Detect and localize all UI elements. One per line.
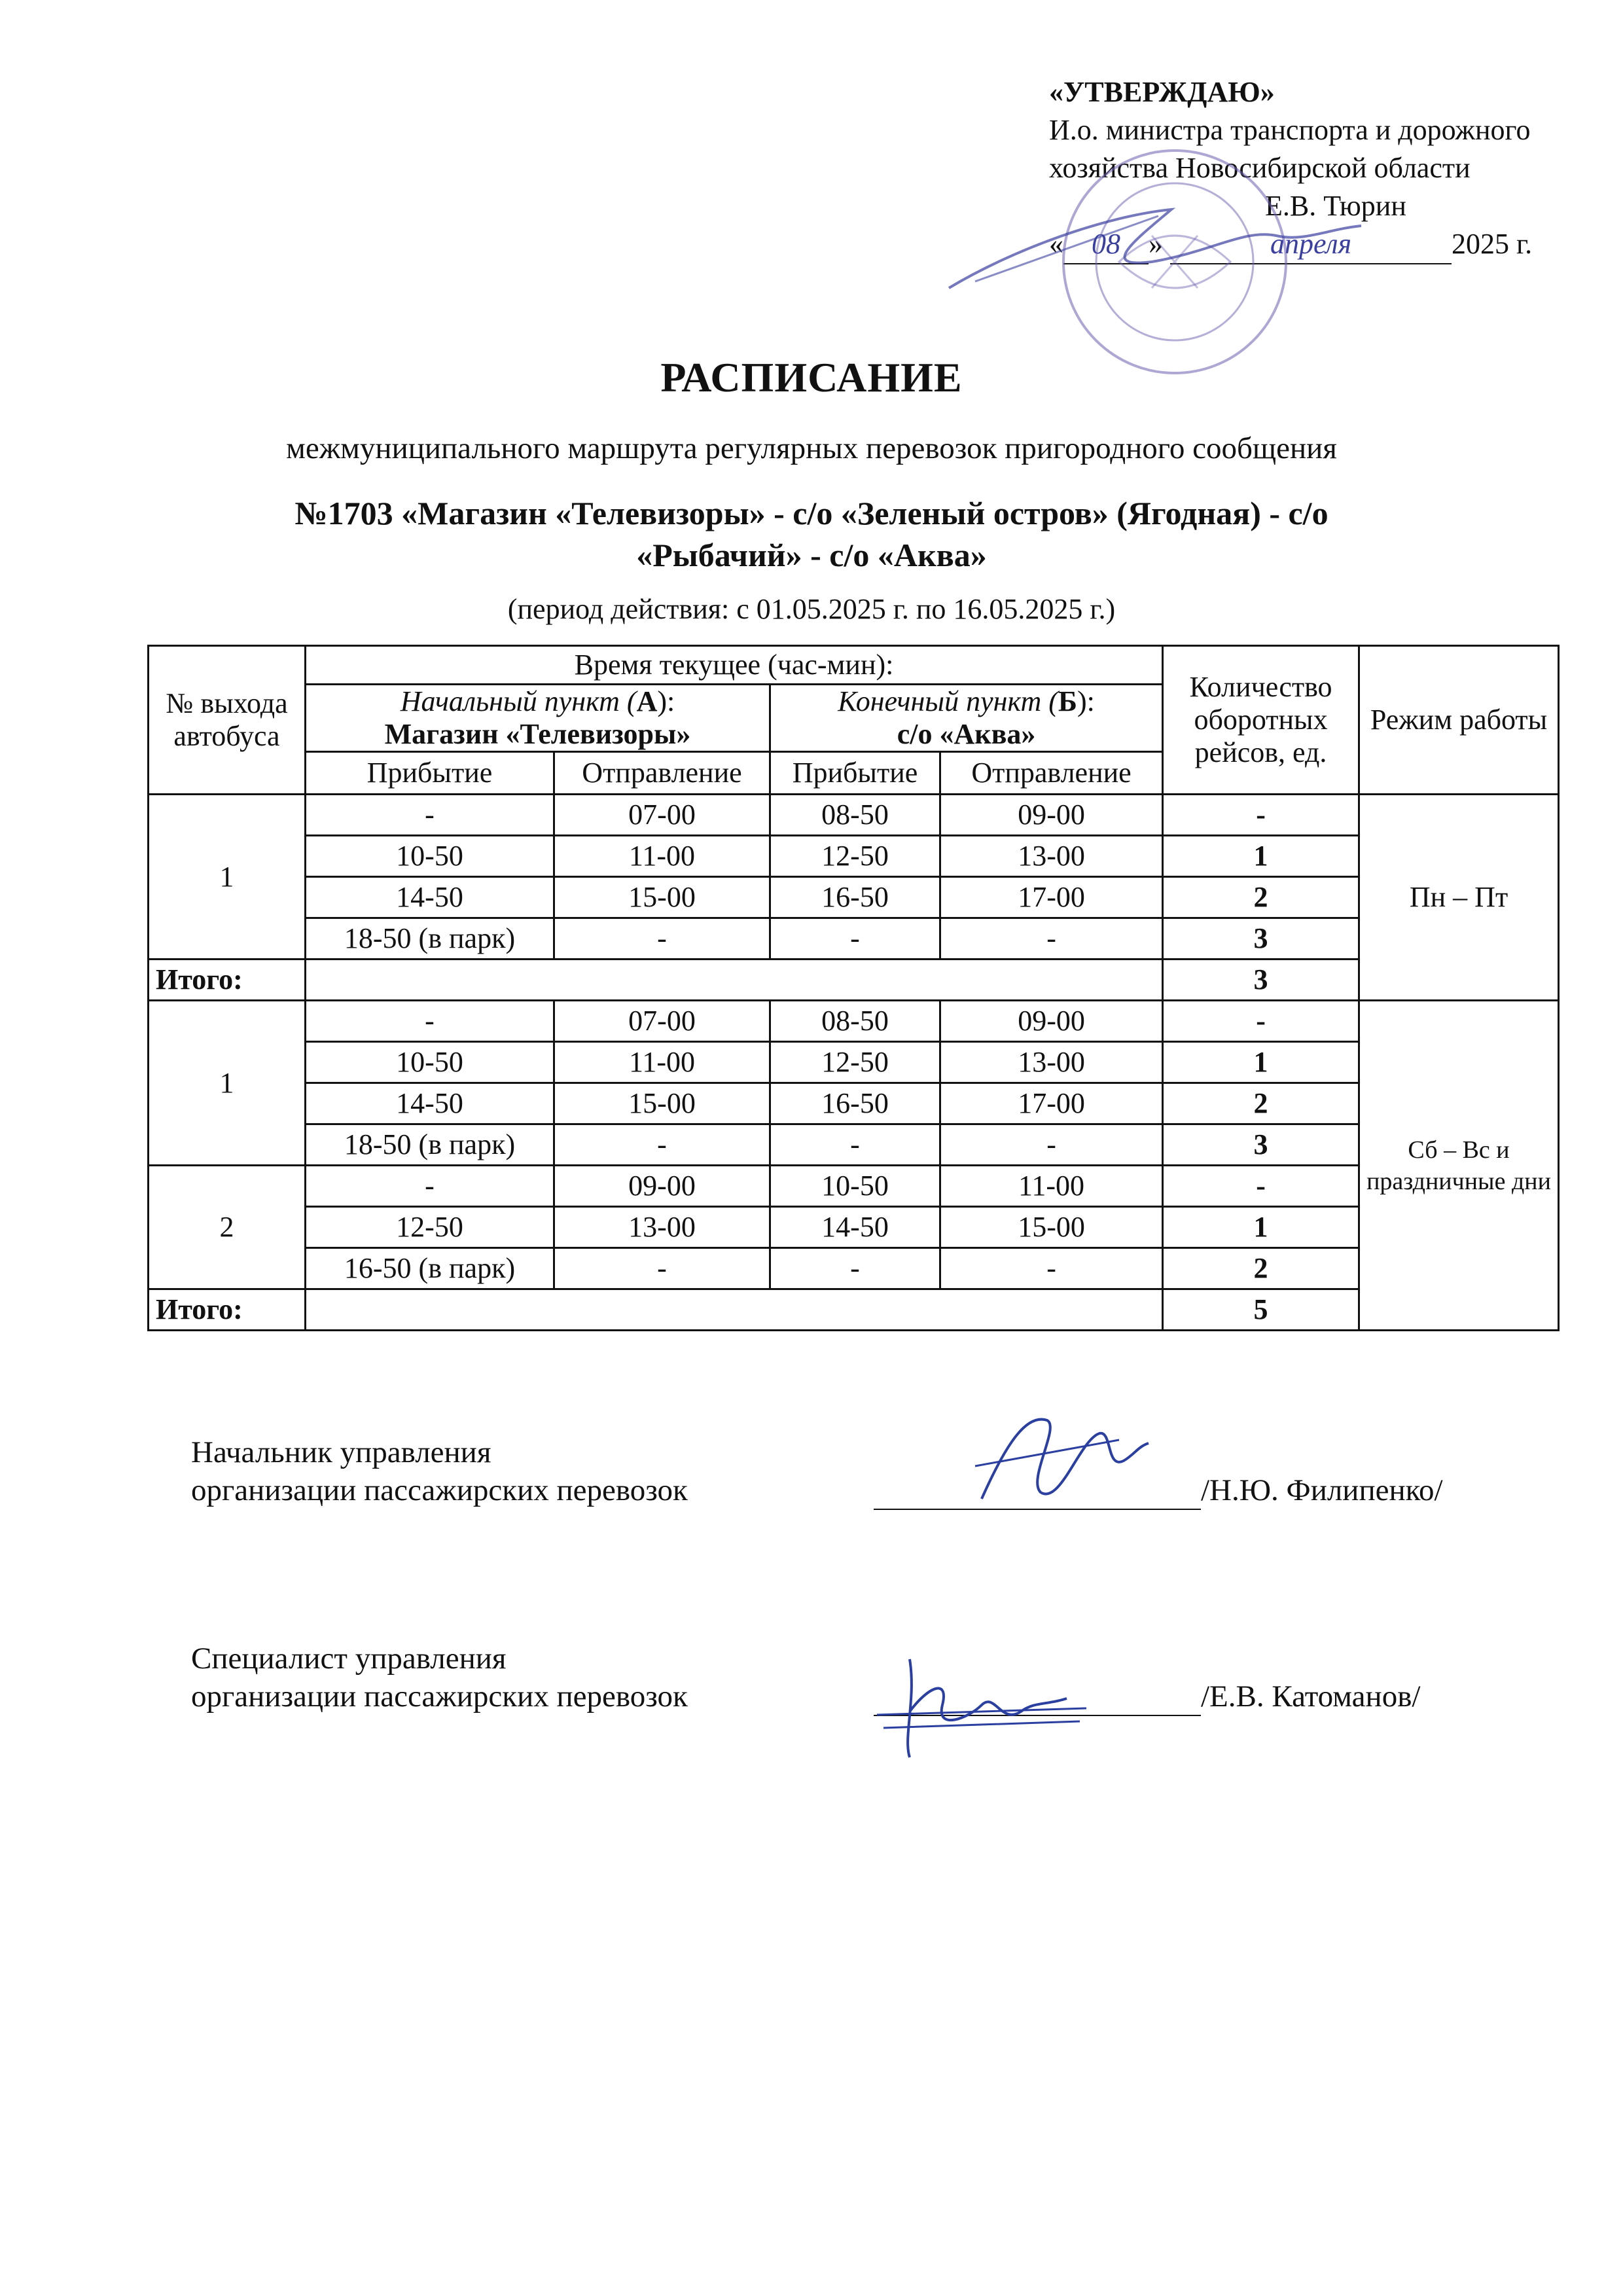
table-row: 18-50 (в парк) - - - 3 [149,1124,1559,1166]
total-label: Итого: [149,960,306,1001]
route-name-line1: №1703 «Магазин «Телевизоры» - с/о «Зеленый остров» (Ягодная) - с/о [294,495,1329,531]
approval-date-year: 2025 г. [1452,228,1533,260]
table-row: 1 - 07-00 08-50 09-00 - Сб – Вс и праздничные дни [149,1001,1559,1042]
header-bus-number: № выхода автобуса [149,646,306,795]
table-row: 14-50 15-00 16-50 17-00 2 [149,877,1559,918]
header-end-arrival: Прибытие [770,752,940,795]
total-value: 3 [1163,960,1359,1001]
header-start-arrival: Прибытие [306,752,554,795]
approval-name: Е.В. Тюрин [1265,190,1406,222]
header-trip-count: Количество оборотных рейсов, ед. [1163,646,1359,795]
signatory-1-title: Начальник управления организации пассажирских перевозок [191,1435,688,1507]
header-current-time: Время текущее (час-мин): [306,646,1163,685]
table-row: 10-50 11-00 12-50 13-00 1 [149,836,1559,877]
header-start-point: Начальный пункт (А): Магазин «Телевизоры» [306,685,770,752]
table-row: 10-50 11-00 12-50 13-00 1 [149,1042,1559,1083]
route-name [0,492,1623,576]
signature-2-scribble [870,1640,1093,1770]
signatory-2-name: /Е.В. Катоманов/ [1201,1679,1421,1713]
header-end-departure: Отправление [940,752,1163,795]
total-row-weekday [149,960,1559,1001]
total-label: Итого: [149,1289,306,1331]
approval-date-month: апреля [1170,225,1452,264]
approval-date: « 08 » апреля 2025 г. [1049,225,1623,264]
header-end-point: Конечный пункт (Б): с/о «Аква» [770,685,1163,752]
header-work-mode: Режим работы [1359,646,1559,795]
approval-position-line1: И.о. министра транспорта и дорожного [1049,114,1531,146]
approval-position-line2: хозяйства Новосибирской области [1049,152,1471,184]
approval-heading: «УТВЕРЖДАЮ» [1049,76,1275,108]
table-row: 1 - 07-00 08-50 09-00 - Пн – Пт [149,795,1559,836]
start-point-name: Магазин «Телевизоры» [384,718,691,750]
schedule-table [147,645,1560,1331]
header-start-departure: Отправление [554,752,770,795]
signature-1-scribble [969,1401,1152,1512]
end-point-name: с/о «Аква» [897,718,1036,750]
work-mode-weekday: Пн – Пт [1359,795,1559,1001]
table-row: 12-50 13-00 14-50 15-00 1 [149,1207,1559,1248]
bus-number-cell: 1 [149,795,306,960]
work-mode-weekend: Сб – Вс и праздничные дни [1359,1001,1559,1331]
table-row: 2 - 09-00 10-50 11-00 - [149,1166,1559,1207]
table-row: 14-50 15-00 16-50 17-00 2 [149,1083,1559,1124]
approval-signature-scribble [936,190,1472,308]
approval-date-day: 08 [1063,225,1149,264]
total-value: 5 [1163,1289,1359,1331]
table-row: 18-50 (в парк) - - - 3 [149,918,1559,960]
bus-number-cell: 2 [149,1166,306,1289]
route-name-line2: «Рыбачий» - с/о «Аква» [636,537,987,573]
signatory-2-title: Специалист управления организации пассажирских перевозок [191,1641,688,1713]
table-row: 16-50 (в парк) - - - 2 [149,1248,1559,1289]
signatory-1-name: /Н.Ю. Филипенко/ [1201,1473,1443,1507]
document-subtitle: межмуниципального маршрута регулярных перевозок пригородного сообщения [286,431,1337,465]
total-row-weekend [149,1289,1559,1331]
validity-period: (период действия: с 01.05.2025 г. по 16.05.2025 г.) [507,593,1116,625]
bus-number-cell: 1 [149,1001,306,1166]
document-title: РАСПИСАНИЕ [660,354,963,401]
